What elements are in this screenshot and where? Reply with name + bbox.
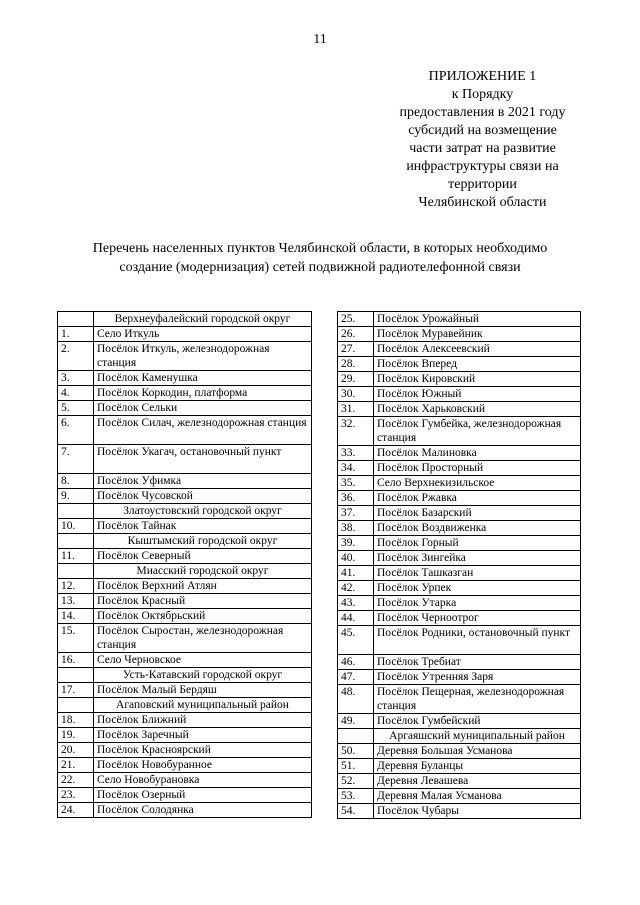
- row-number: 46.: [338, 655, 374, 670]
- settlement-name: Посёлок Черноотрог: [374, 611, 581, 626]
- settlement-name: Село Новобурановка: [94, 773, 312, 788]
- row-number: 8.: [58, 474, 94, 489]
- settlement-row: [338, 402, 581, 417]
- row-number: 34.: [338, 461, 374, 476]
- settlement-row: [338, 551, 581, 566]
- row-number: 54.: [338, 804, 374, 819]
- district-row: [58, 504, 312, 519]
- row-number: 26.: [338, 327, 374, 342]
- settlement-row: [58, 519, 312, 534]
- district-name: Агаповский муниципальный район: [94, 698, 312, 713]
- settlement-row: [338, 596, 581, 611]
- settlement-name: Село Иткуль: [94, 327, 312, 342]
- settlement-name: Посёлок Урожайный: [374, 312, 581, 327]
- settlement-row: [338, 446, 581, 461]
- settlement-name: Посёлок Муравейник: [374, 327, 581, 342]
- settlements-table-right: [337, 311, 581, 819]
- row-number: 45.: [338, 626, 374, 655]
- district-row: [338, 729, 581, 744]
- settlement-name: Посёлок Каменушка: [94, 371, 312, 386]
- settlement-row: [338, 744, 581, 759]
- row-number: 27.: [338, 342, 374, 357]
- settlement-row: [338, 626, 581, 655]
- settlement-row: [338, 685, 581, 714]
- settlement-name: Деревня Малая Усманова: [374, 789, 581, 804]
- row-number: 11.: [58, 549, 94, 564]
- row-number: [58, 668, 94, 683]
- row-number: 17.: [58, 683, 94, 698]
- district-row: [58, 312, 312, 327]
- settlement-name: Посёлок Озерный: [94, 788, 312, 803]
- settlement-row: [338, 476, 581, 491]
- settlement-row: [58, 803, 312, 818]
- row-number: 32.: [338, 417, 374, 446]
- settlement-row: [58, 371, 312, 386]
- row-number: 53.: [338, 789, 374, 804]
- settlement-row: [58, 728, 312, 743]
- settlement-row: [338, 521, 581, 536]
- row-number: 28.: [338, 357, 374, 372]
- row-number: 14.: [58, 609, 94, 624]
- row-number: 30.: [338, 387, 374, 402]
- appendix-block: [380, 68, 585, 212]
- settlement-name: Посёлок Базарский: [374, 506, 581, 521]
- district-name: Аргаяшский муниципальный район: [374, 729, 581, 744]
- row-number: 47.: [338, 670, 374, 685]
- row-number: 12.: [58, 579, 94, 594]
- settlement-name: Посёлок Укагач, остановочный пункт: [94, 445, 312, 474]
- row-number: 23.: [58, 788, 94, 803]
- row-number: 48.: [338, 685, 374, 714]
- appendix-title: ПРИЛОЖЕНИЕ 1: [428, 69, 537, 84]
- settlement-name: Посёлок Красноярский: [94, 743, 312, 758]
- heading-line: создание (модернизация) сетей подвижной радиотелефонной связи: [119, 260, 521, 275]
- settlement-name: Посёлок Малый Бердяш: [94, 683, 312, 698]
- settlements-table-left: [57, 311, 312, 818]
- row-number: 35.: [338, 476, 374, 491]
- row-number: 33.: [338, 446, 374, 461]
- row-number: 29.: [338, 372, 374, 387]
- settlement-row: [58, 683, 312, 698]
- row-number: 52.: [338, 774, 374, 789]
- settlement-row: [338, 789, 581, 804]
- settlement-row: [338, 417, 581, 446]
- row-number: 16.: [58, 653, 94, 668]
- settlement-name: Посёлок Требиат: [374, 655, 581, 670]
- settlement-name: Посёлок Гумбейка, железнодорожная станция: [374, 417, 581, 446]
- settlement-row: [58, 401, 312, 416]
- settlement-name: Посёлок Солодянка: [94, 803, 312, 818]
- row-number: 1.: [58, 327, 94, 342]
- row-number: 31.: [338, 402, 374, 417]
- settlement-name: Посёлок Ближний: [94, 713, 312, 728]
- settlement-name: Посёлок Октябрьский: [94, 609, 312, 624]
- settlement-row: [338, 714, 581, 729]
- settlement-name: Посёлок Южный: [374, 387, 581, 402]
- settlement-row: [338, 759, 581, 774]
- row-number: 3.: [58, 371, 94, 386]
- settlement-name: Деревня Левашева: [374, 774, 581, 789]
- settlement-row: [338, 461, 581, 476]
- settlement-row: [58, 342, 312, 371]
- settlement-row: [58, 609, 312, 624]
- settlement-name: Деревня Буланцы: [374, 759, 581, 774]
- settlement-row: [58, 579, 312, 594]
- district-name: Кыштымский городской округ: [94, 534, 312, 549]
- settlement-name: Посёлок Иткуль, железнодорожная станция: [94, 342, 312, 371]
- row-number: 25.: [338, 312, 374, 327]
- settlement-row: [58, 788, 312, 803]
- district-row: [58, 564, 312, 579]
- settlement-row: [58, 416, 312, 445]
- page-number: 11: [313, 32, 327, 47]
- settlement-row: [338, 357, 581, 372]
- appendix-line: части затрат на развитие: [409, 141, 556, 156]
- settlement-name: Посёлок Малиновка: [374, 446, 581, 461]
- district-row: [58, 668, 312, 683]
- row-number: 7.: [58, 445, 94, 474]
- settlement-name: Посёлок Заречный: [94, 728, 312, 743]
- settlement-name: Посёлок Пещерная, железнодорожная станция: [374, 685, 581, 714]
- row-number: 5.: [58, 401, 94, 416]
- list-heading: [40, 239, 600, 277]
- appendix-line: субсидий на возмещение: [408, 123, 557, 138]
- settlement-name: Посёлок Утарка: [374, 596, 581, 611]
- settlement-row: [58, 549, 312, 564]
- settlement-name: Посёлок Сельки: [94, 401, 312, 416]
- settlement-name: Посёлок Алексеевский: [374, 342, 581, 357]
- row-number: [58, 504, 94, 519]
- settlement-name: Посёлок Утренняя Заря: [374, 670, 581, 685]
- settlement-row: [338, 491, 581, 506]
- district-name: Усть-Катавский городской округ: [94, 668, 312, 683]
- settlement-row: [338, 611, 581, 626]
- settlement-row: [338, 312, 581, 327]
- row-number: 39.: [338, 536, 374, 551]
- row-number: 49.: [338, 714, 374, 729]
- settlement-name: Посёлок Вперед: [374, 357, 581, 372]
- row-number: 10.: [58, 519, 94, 534]
- settlement-name: Посёлок Гумбейский: [374, 714, 581, 729]
- settlement-row: [58, 653, 312, 668]
- row-number: 50.: [338, 744, 374, 759]
- row-number: [58, 312, 94, 327]
- appendix-line: инфраструктуры связи на: [406, 159, 559, 174]
- settlement-name: Посёлок Коркодин, платформа: [94, 386, 312, 401]
- settlement-name: Посёлок Верхний Атлян: [94, 579, 312, 594]
- district-name: Златоустовский городской округ: [94, 504, 312, 519]
- appendix-line: предоставления в 2021 году: [399, 105, 566, 120]
- row-number: 37.: [338, 506, 374, 521]
- settlement-row: [338, 536, 581, 551]
- settlement-name: Посёлок Силач, железнодорожная станция: [94, 416, 312, 445]
- settlement-row: [58, 624, 312, 653]
- settlement-row: [58, 713, 312, 728]
- row-number: [58, 698, 94, 713]
- row-number: 44.: [338, 611, 374, 626]
- settlement-row: [58, 594, 312, 609]
- settlement-row: [58, 474, 312, 489]
- settlement-name: Посёлок Воздвиженка: [374, 521, 581, 536]
- settlement-row: [338, 655, 581, 670]
- row-number: 9.: [58, 489, 94, 504]
- settlement-row: [58, 386, 312, 401]
- row-number: 19.: [58, 728, 94, 743]
- row-number: 42.: [338, 581, 374, 596]
- district-row: [58, 534, 312, 549]
- settlement-row: [58, 445, 312, 474]
- settlement-row: [58, 489, 312, 504]
- appendix-line: территории: [448, 177, 517, 192]
- row-number: 40.: [338, 551, 374, 566]
- row-number: 2.: [58, 342, 94, 371]
- settlement-name: Посёлок Зингейка: [374, 551, 581, 566]
- settlement-name: Посёлок Горный: [374, 536, 581, 551]
- row-number: 6.: [58, 416, 94, 445]
- row-number: 43.: [338, 596, 374, 611]
- settlement-row: [58, 773, 312, 788]
- settlement-name: Посёлок Уфимка: [94, 474, 312, 489]
- row-number: 22.: [58, 773, 94, 788]
- row-number: 51.: [338, 759, 374, 774]
- row-number: 24.: [58, 803, 94, 818]
- settlement-row: [58, 327, 312, 342]
- row-number: 38.: [338, 521, 374, 536]
- settlement-row: [338, 506, 581, 521]
- settlement-name: Посёлок Сыростан, железнодорожная станция: [94, 624, 312, 653]
- settlement-name: Посёлок Новобуранное: [94, 758, 312, 773]
- settlement-name: Село Черновское: [94, 653, 312, 668]
- settlement-name: Деревня Большая Усманова: [374, 744, 581, 759]
- settlement-row: [338, 342, 581, 357]
- settlement-name: Посёлок Кировский: [374, 372, 581, 387]
- settlement-row: [338, 581, 581, 596]
- row-number: 36.: [338, 491, 374, 506]
- appendix-line: к Порядку: [451, 87, 514, 102]
- row-number: [58, 534, 94, 549]
- settlement-row: [338, 327, 581, 342]
- settlement-name: Посёлок Ташказган: [374, 566, 581, 581]
- settlement-row: [58, 743, 312, 758]
- heading-line: Перечень населенных пунктов Челябинской области, в которых необходимо: [92, 241, 548, 256]
- settlement-name: Посёлок Родники, остановочный пункт: [374, 626, 581, 655]
- settlement-row: [338, 372, 581, 387]
- district-name: Миасский городской округ: [94, 564, 312, 579]
- settlement-row: [58, 758, 312, 773]
- appendix-line: Челябинской области: [418, 195, 547, 210]
- row-number: [338, 729, 374, 744]
- settlement-name: Село Верхнекизильское: [374, 476, 581, 491]
- settlement-name: Посёлок Урпек: [374, 581, 581, 596]
- row-number: 4.: [58, 386, 94, 401]
- settlement-row: [338, 670, 581, 685]
- settlement-row: [338, 387, 581, 402]
- row-number: [58, 564, 94, 579]
- settlement-name: Посёлок Ржавка: [374, 491, 581, 506]
- settlement-name: Посёлок Чусовской: [94, 489, 312, 504]
- settlement-name: Посёлок Северный: [94, 549, 312, 564]
- row-number: 13.: [58, 594, 94, 609]
- settlement-row: [338, 804, 581, 819]
- row-number: 20.: [58, 743, 94, 758]
- settlement-name: Посёлок Просторный: [374, 461, 581, 476]
- district-row: [58, 698, 312, 713]
- settlement-row: [338, 566, 581, 581]
- row-number: 41.: [338, 566, 374, 581]
- settlement-name: Посёлок Чубары: [374, 804, 581, 819]
- settlement-name: Посёлок Харьковский: [374, 402, 581, 417]
- row-number: 21.: [58, 758, 94, 773]
- settlement-name: Посёлок Красный: [94, 594, 312, 609]
- district-name: Верхнеуфалейский городской округ: [94, 312, 312, 327]
- settlement-name: Посёлок Тайнак: [94, 519, 312, 534]
- row-number: 18.: [58, 713, 94, 728]
- row-number: 15.: [58, 624, 94, 653]
- settlement-row: [338, 774, 581, 789]
